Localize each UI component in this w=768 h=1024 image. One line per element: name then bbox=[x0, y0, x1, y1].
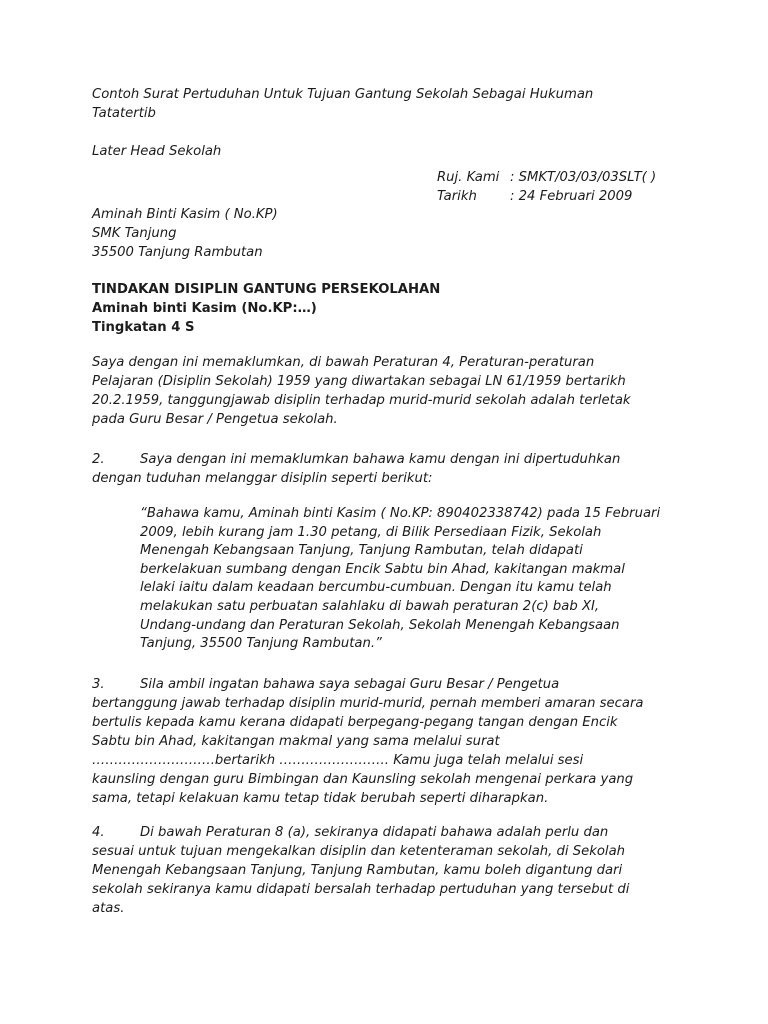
date-row bbox=[437, 187, 656, 206]
quote-line: lelaki iaitu dalam keadaan bercumbu-cumbuan. Dengan itu kamu telah bbox=[140, 580, 612, 596]
paragraph-line: dengan tuduhan melanggar disiplin seperti berikut: bbox=[92, 471, 433, 486]
paragraph-number: 4. bbox=[92, 825, 105, 840]
quote-line: berkelakuan sumbang dengan Encik Sabtu bin Ahad, kakitangan makmal bbox=[140, 561, 625, 577]
paragraph-line bbox=[92, 675, 667, 694]
paragraph-line: 20.2.1959, tanggungjawab disiplin terhadap murid-murid sekolah adalah terletak bbox=[92, 393, 631, 408]
ruj-label: Ruj. Kami bbox=[437, 170, 500, 185]
subject-line: TINDAKAN DISIPLIN GANTUNG PERSEKOLAHAN bbox=[92, 282, 441, 297]
paragraph-line: sekolah sekiranya kamu didapati bersalah terhadap pertuduhan yang tersebut di bbox=[92, 882, 630, 897]
paragraph-3 bbox=[92, 675, 667, 808]
address-line: 35500 Tanjung Rambutan bbox=[92, 245, 263, 260]
paragraph-line: kaunsling dengan guru Bimbingan dan Kaunsling sekolah mengenai perkara yang bbox=[92, 772, 634, 787]
paragraph-text: Saya dengan ini memaklumkan bahawa kamu dengan ini dipertuduhkan bbox=[140, 452, 621, 467]
recipient-address bbox=[92, 205, 652, 262]
title-line: Tatatertib bbox=[92, 106, 156, 121]
reference-block bbox=[437, 168, 656, 206]
letterhead: Later Head Sekolah bbox=[92, 144, 222, 159]
paragraph-line: Saya dengan ini memaklumkan, di bawah Peraturan 4, Peraturan-peraturan bbox=[92, 355, 595, 370]
quote-line: “Bahawa kamu, Aminah binti Kasim ( No.KP: 890402338742) pada 15 Februari bbox=[140, 506, 661, 521]
subject-line: Aminah binti Kasim (No.KP:…) bbox=[92, 301, 317, 316]
document-title bbox=[92, 85, 652, 123]
address-line: Aminah Binti Kasim ( No.KP) bbox=[92, 207, 278, 222]
quote-line: Tanjung, 35500 Tanjung Rambutan.” bbox=[140, 636, 382, 652]
paragraph-1 bbox=[92, 353, 667, 429]
subject-line: Tingkatan 4 S bbox=[92, 320, 195, 335]
paragraph-number: 3. bbox=[92, 677, 105, 692]
paragraph-4 bbox=[92, 823, 667, 918]
paragraph-line: sama, tetapi kelakuan kamu tetap tidak berubah seperti diharapkan. bbox=[92, 791, 549, 806]
paragraph-line: bertanggung jawab terhadap disiplin murid-murid, pernah memberi amaran secara bbox=[92, 696, 644, 711]
quote-line: 2009, lebih kurang jam 1.30 petang, di Bilik Persediaan Fizik, Sekolah bbox=[140, 524, 602, 540]
paragraph-line: atas. bbox=[92, 901, 125, 916]
paragraph-text: Sila ambil ingatan bahawa saya sebagai Guru Besar / Pengetua bbox=[140, 677, 560, 692]
address-line: SMK Tanjung bbox=[92, 226, 177, 241]
tarikh-value: : 24 Februari 2009 bbox=[510, 189, 633, 204]
paragraph-line bbox=[92, 450, 667, 469]
quote-line: Undang-undang dan Peraturan Sekolah, Sekolah Menengah Kebangsaan bbox=[140, 617, 620, 633]
reference-row bbox=[437, 168, 656, 187]
paragraph-line: ……………………….bertarikh ……………………. Kamu juga telah melalui sesi bbox=[92, 753, 584, 768]
ruj-value: : SMKT/03/03/03SLT( ) bbox=[510, 170, 657, 185]
quote-line: melakukan satu perbuatan salahlaku di bawah peraturan 2(c) bab XI, bbox=[140, 598, 600, 614]
paragraph-number: 2. bbox=[92, 452, 105, 467]
charge-quote bbox=[140, 505, 680, 654]
subject-heading bbox=[92, 280, 652, 337]
title-line: Contoh Surat Pertuduhan Untuk Tujuan Gantung Sekolah Sebagai Hukuman bbox=[92, 87, 594, 102]
paragraph-line: Pelajaran (Disiplin Sekolah) 1959 yang diwartakan sebagai LN 61/1959 bertarikh bbox=[92, 374, 626, 389]
tarikh-label: Tarikh bbox=[437, 189, 477, 204]
paragraph-line: bertulis kepada kamu kerana didapati berpegang-pegang tangan dengan Encik bbox=[92, 715, 618, 730]
paragraph-line: sesuai untuk tujuan mengekalkan disiplin dan ketenteraman sekolah, di Sekolah bbox=[92, 844, 626, 859]
paragraph-text: Di bawah Peraturan 8 (a), sekiranya didapati bahawa adalah perlu dan bbox=[140, 825, 609, 840]
paragraph-line: pada Guru Besar / Pengetua sekolah. bbox=[92, 412, 338, 427]
paragraph-line: Menengah Kebangsaan Tanjung, Tanjung Rambutan, kamu boleh digantung dari bbox=[92, 863, 623, 878]
quote-line: Menengah Kebangsaan Tanjung, Tanjung Rambutan, telah didapati bbox=[140, 543, 583, 559]
paragraph-2 bbox=[92, 450, 667, 488]
paragraph-line: Sabtu bin Ahad, kakitangan makmal yang sama melalui surat bbox=[92, 734, 500, 749]
paragraph-line bbox=[92, 823, 667, 842]
